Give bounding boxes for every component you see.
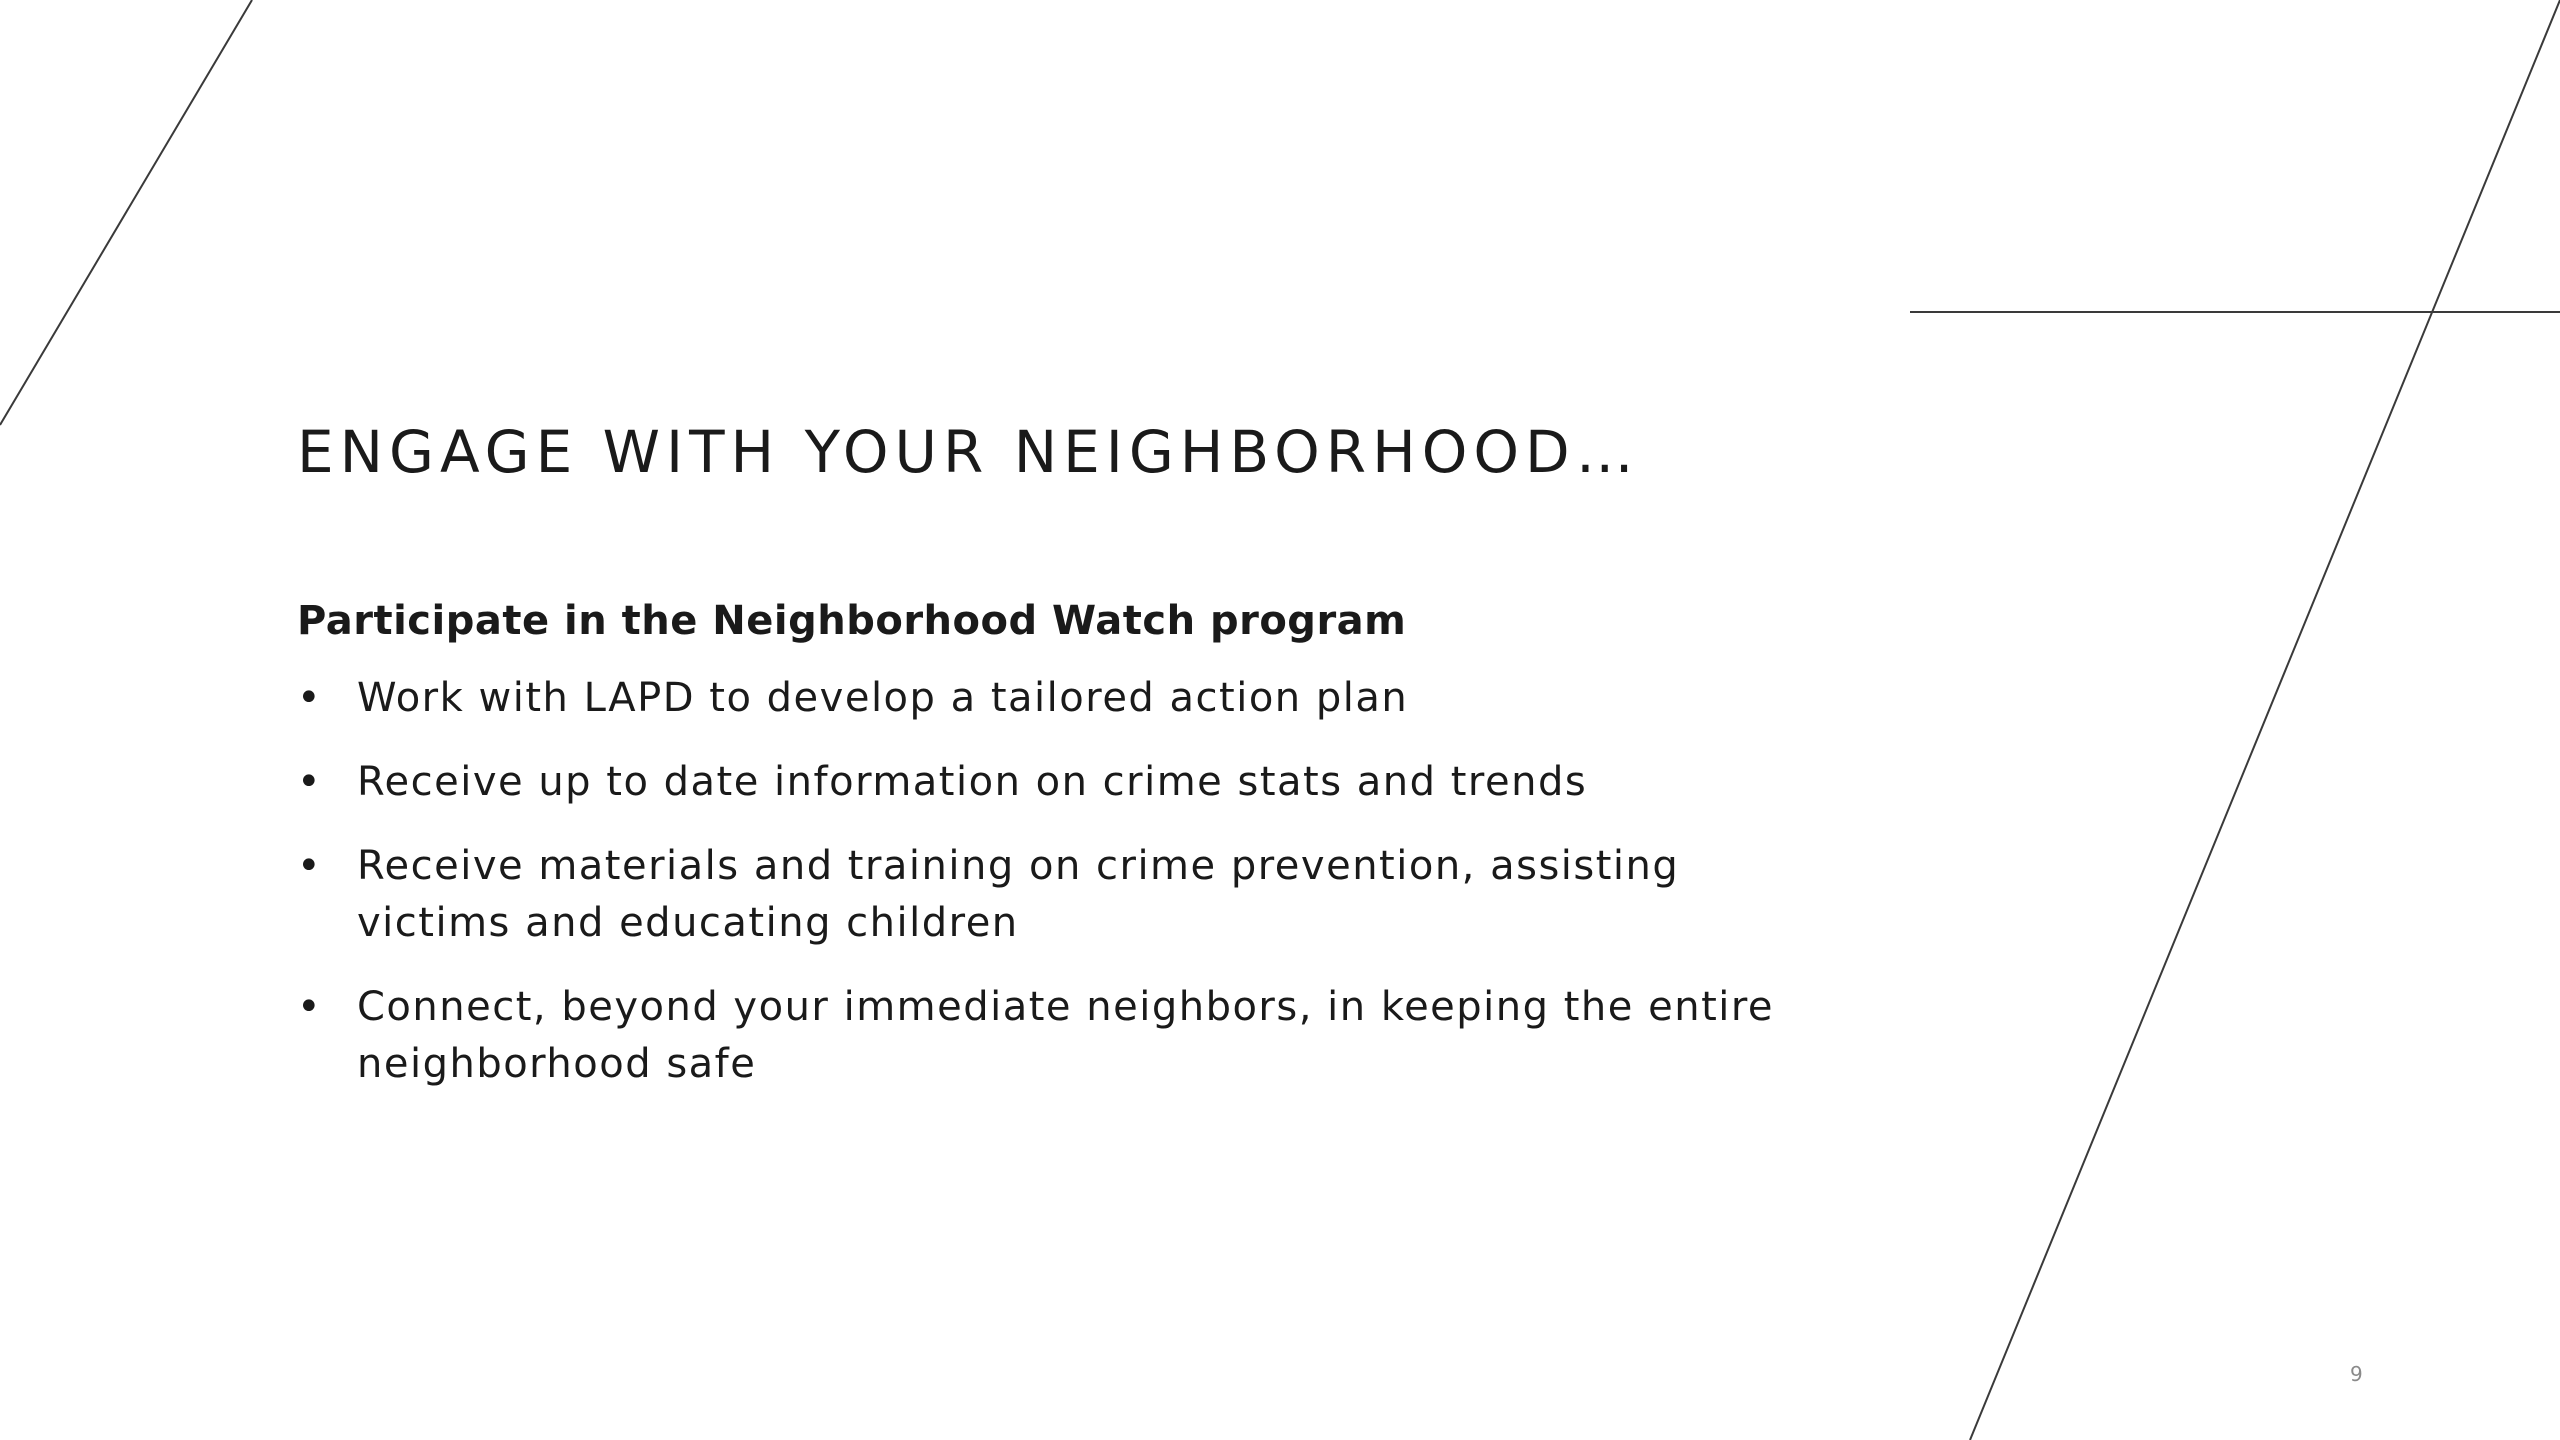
- slide-content: [297, 590, 1837, 1120]
- bullet-text: Receive materials and training on crime prevention, assisting victims and educating children: [357, 843, 1680, 946]
- bullet-item: [297, 979, 1837, 1093]
- top-left-diagonal-line: [0, 0, 252, 425]
- bullet-text: Receive up to date information on crime stats and trends: [357, 759, 1588, 805]
- bullet-text: Work with LAPD to develop a tailored action plan: [357, 675, 1409, 721]
- bullet-item: [297, 754, 1837, 811]
- bullet-dot-icon: •: [297, 843, 323, 889]
- right-long-diagonal-line: [1970, 0, 2560, 1440]
- bullet-item: [297, 670, 1837, 727]
- bullet-list: [297, 670, 1837, 1093]
- bullet-dot-icon: •: [297, 759, 323, 805]
- page-number: 9: [2350, 1362, 2363, 1386]
- bullet-item: [297, 838, 1837, 952]
- bullet-dot-icon: •: [297, 984, 323, 1030]
- bullet-dot-icon: •: [297, 675, 323, 721]
- slide-subheading: Participate in the Neighborhood Watch program: [297, 598, 1407, 644]
- bullet-text: Connect, beyond your immediate neighbors, in keeping the entire neighborhood safe: [357, 984, 1775, 1087]
- slide-title: ENGAGE WITH YOUR NEIGHBORHOOD…: [297, 418, 1640, 486]
